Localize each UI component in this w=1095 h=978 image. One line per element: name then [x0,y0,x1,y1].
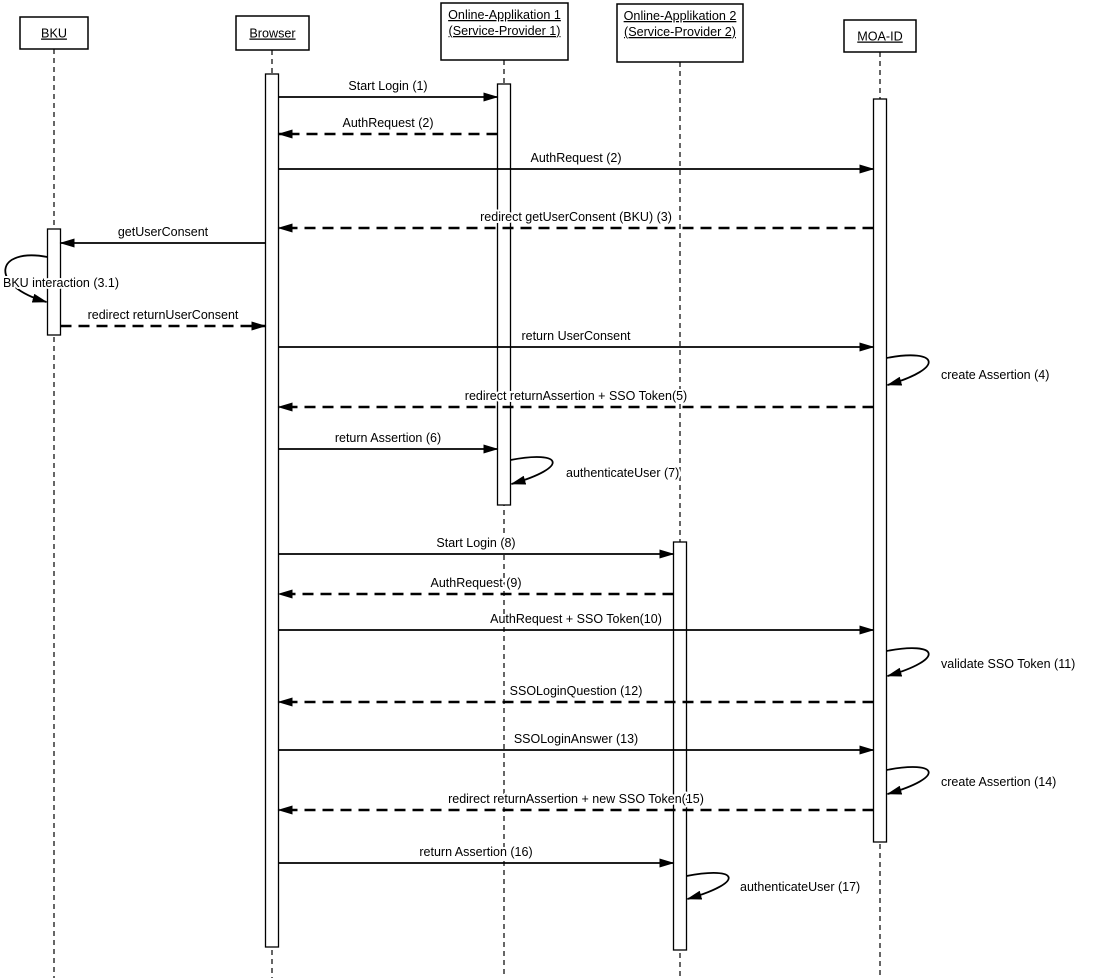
activation-bar-oa1 [498,84,511,505]
message-label-3: AuthRequest (2) [530,151,622,165]
message-label-12: AuthRequest + SSO Token(10) [490,612,662,626]
message-label-4: redirect getUserConsent (BKU) (3) [480,210,672,224]
self-call-label-2: create Assertion (4) [941,368,1050,382]
self-call-label-5: create Assertion (14) [941,775,1057,789]
message-label-15: redirect returnAssertion + new SSO Token(15) [448,792,704,806]
actor-label-browser: Browser [249,26,296,41]
activation-bar-moaid [874,99,887,842]
message-label-7: return UserConsent [521,329,631,343]
message-label-13: SSOLoginQuestion (12) [509,684,643,698]
message-label-9: return Assertion (6) [334,431,442,445]
message-label-5: getUserConsent [117,225,209,239]
actor-label-moaid: MOA-ID [857,29,903,44]
message-label-8: redirect returnAssertion + SSO Token(5) [464,389,688,403]
actor-label-oa2: Online-Applikation 2 [623,9,737,23]
self-call-arrow-4 [887,648,929,676]
actor-sublabel-oa2: (Service-Provider 2) [624,25,736,39]
self-call-arrow-5 [887,767,929,794]
self-call-arrow-3 [511,457,553,484]
actor-label-bku: BKU [41,26,67,41]
message-label-6: redirect returnUserConsent [87,308,239,322]
message-label-10: Start Login (8) [436,536,516,550]
message-label-2: AuthRequest (2) [342,116,434,130]
message-label-1: Start Login (1) [348,79,428,93]
self-call-label-4: validate SSO Token (11) [941,657,1076,671]
actor-label-oa1: Online-Applikation 1 [448,8,561,22]
message-label-14: SSOLoginAnswer (13) [513,732,639,746]
activation-bar-oa2 [674,542,687,950]
self-call-label-1: BKU interaction (3.1) [3,276,120,290]
actor-sublabel-oa1: (Service-Provider 1) [448,24,561,38]
activation-bar-browser [266,74,279,947]
self-call-label-6: authenticateUser (17) [740,880,861,894]
message-label-11: AuthRequest (9) [430,576,522,590]
self-call-arrow-2 [887,355,929,385]
message-label-16: return Assertion (16) [419,845,533,859]
self-call-label-3: authenticateUser (7) [566,466,680,480]
self-call-arrow-6 [687,873,729,899]
